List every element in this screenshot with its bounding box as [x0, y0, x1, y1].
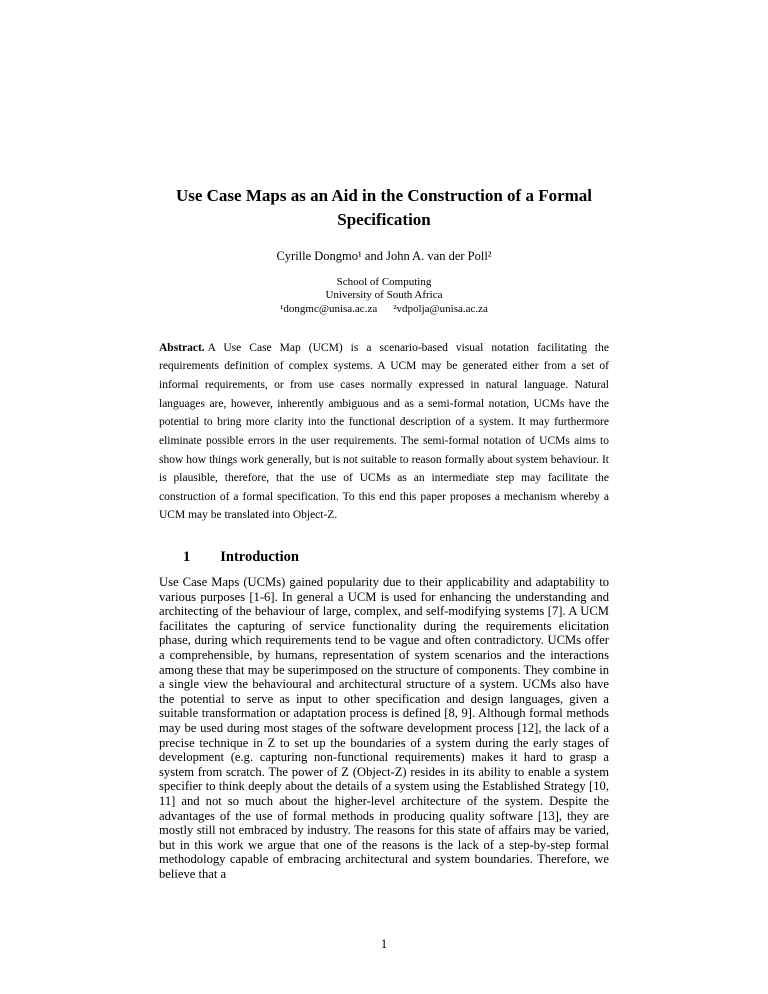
abstract — [159, 339, 609, 525]
paper-page — [159, 0, 609, 882]
section-number: 1 — [183, 549, 191, 566]
paper-title-line-2: Specification — [337, 209, 431, 229]
email-author-2: ²vdpolja@unisa.ac.za — [393, 303, 488, 316]
introduction-paragraph: Use Case Maps (UCMs) gained popularity due to their applicability and adaptability to various purposes [1-6]. In general a UCM is used for enhancing the understanding and architecting of the behaviour of large, complex, and self-modifying systems [7]. A UCM facilitates the capturing of service functionality during the requirements elicitation phase, during which requirements tend to be vague and often contradictory. UCMs offer a comprehensible, by humans, representation of system scenarios and the interactions among these that may be superimposed on the structure of components. They combine in a single view the behavioural and architectural structure of a system. UCMs also have the potential to serve as input to other specification and design languages, given a suitable transformation or adaptation process is defined [8, 9]. Although formal methods may be used during most stages of the software development process [12], the lack of a precise technique in Z to set up the boundaries of a system during the early stages of development (e.g. capturing non-functional requirements) makes it hard to grasp a system from scratch. The power of Z (Object-Z) resides in its ability to enable a system specifier to think deeply about the details of a system using the Established Strategy [10, 11] and not so much about the higher-level architecture of the system. Despite the advantages of the use of formal methods in producing quality software [13], they are mostly still not embraced by industry. The reasons for this state of affairs may be varied, but in this work we argue that one of the reasons is the lack of a step-by-step formal methodology capable of embracing architectural and system boundaries. Therefore, we believe that a — [159, 575, 609, 881]
authors-line: Cyrille Dongmo¹ and John A. van der Poll² — [276, 248, 492, 263]
section-title: Introduction — [220, 549, 299, 566]
author-emails — [159, 303, 609, 317]
paper-title — [159, 184, 609, 232]
section-heading-introduction — [159, 549, 609, 566]
page-number: 1 — [380, 936, 388, 951]
affiliation-university: University of South Africa — [325, 289, 443, 302]
email-author-1: ¹dongmc@unisa.ac.za — [280, 303, 378, 316]
paper-title-line-1: Use Case Maps as an Aid in the Construction of a Formal — [175, 186, 593, 205]
abstract-text: A Use Case Map (UCM) is a scenario-based visual notation facilitating the requirements definition of complex systems. A UCM may be generated either from a set of informal requirements, or from use cases normally expressed in natural language. Natural languages are, however, inherently ambiguous and as a semi-formal notation, UCMs have the potential to bring more clarity into the functional description of a system. It may furthermore eliminate possible errors in the user requirements. The semi-formal notation of UCMs aims to show how things work generally, but is not suitable to reason formally about system behaviour. It is plausible, therefore, that the use of UCMs as an intermediate step may facilitate the construction of a formal specification. To this end this paper proposes a mechanism whereby a UCM may be translated into Object-Z. — [159, 341, 609, 522]
affiliation-block — [159, 276, 609, 317]
affiliation-school: School of Computing — [336, 275, 432, 288]
abstract-label: Abstract. — [159, 341, 205, 354]
